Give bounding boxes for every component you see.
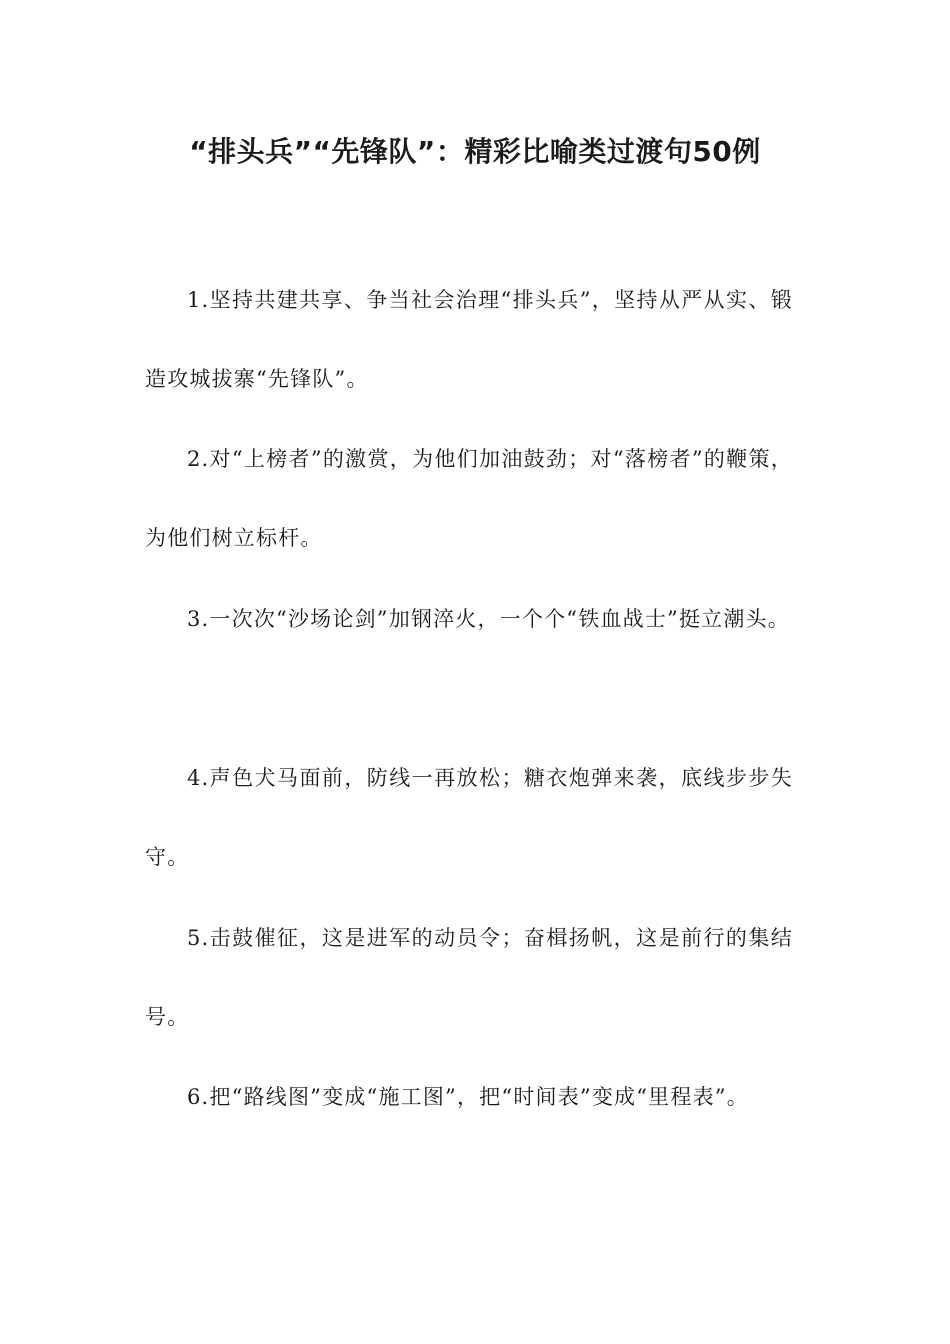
paragraph-3: 3.一次次“沙场论剑”加钢淬火，一个个“铁血战士”挺立潮头。 [187, 607, 790, 631]
paragraph-2: 2.对“上榜者”的激赏，为他们加油鼓劲；对“落榜者”的鞭策，为他们树立标杆。 [145, 447, 793, 550]
paragraph-6: 6.把“路线图”变成“施工图”，把“时间表”变成“里程表”。 [187, 1085, 749, 1109]
document-title: “排头兵”“先锋队”：精彩比喻类过渡句50例 [189, 135, 761, 168]
paragraph-5: 5.击鼓催征，这是进军的动员令；奋楫扬帆，这是前行的集结号。 [145, 926, 793, 1029]
paragraph-1: 1.坚持共建共享、争当社会治理“排头兵”，坚持从严从实、锻造攻城拔寨“先锋队”。 [145, 288, 793, 391]
paragraph-4: 4.声色犬马面前，防线一再放松；糖衣炮弹来袭，底线步步失守。 [145, 766, 793, 869]
